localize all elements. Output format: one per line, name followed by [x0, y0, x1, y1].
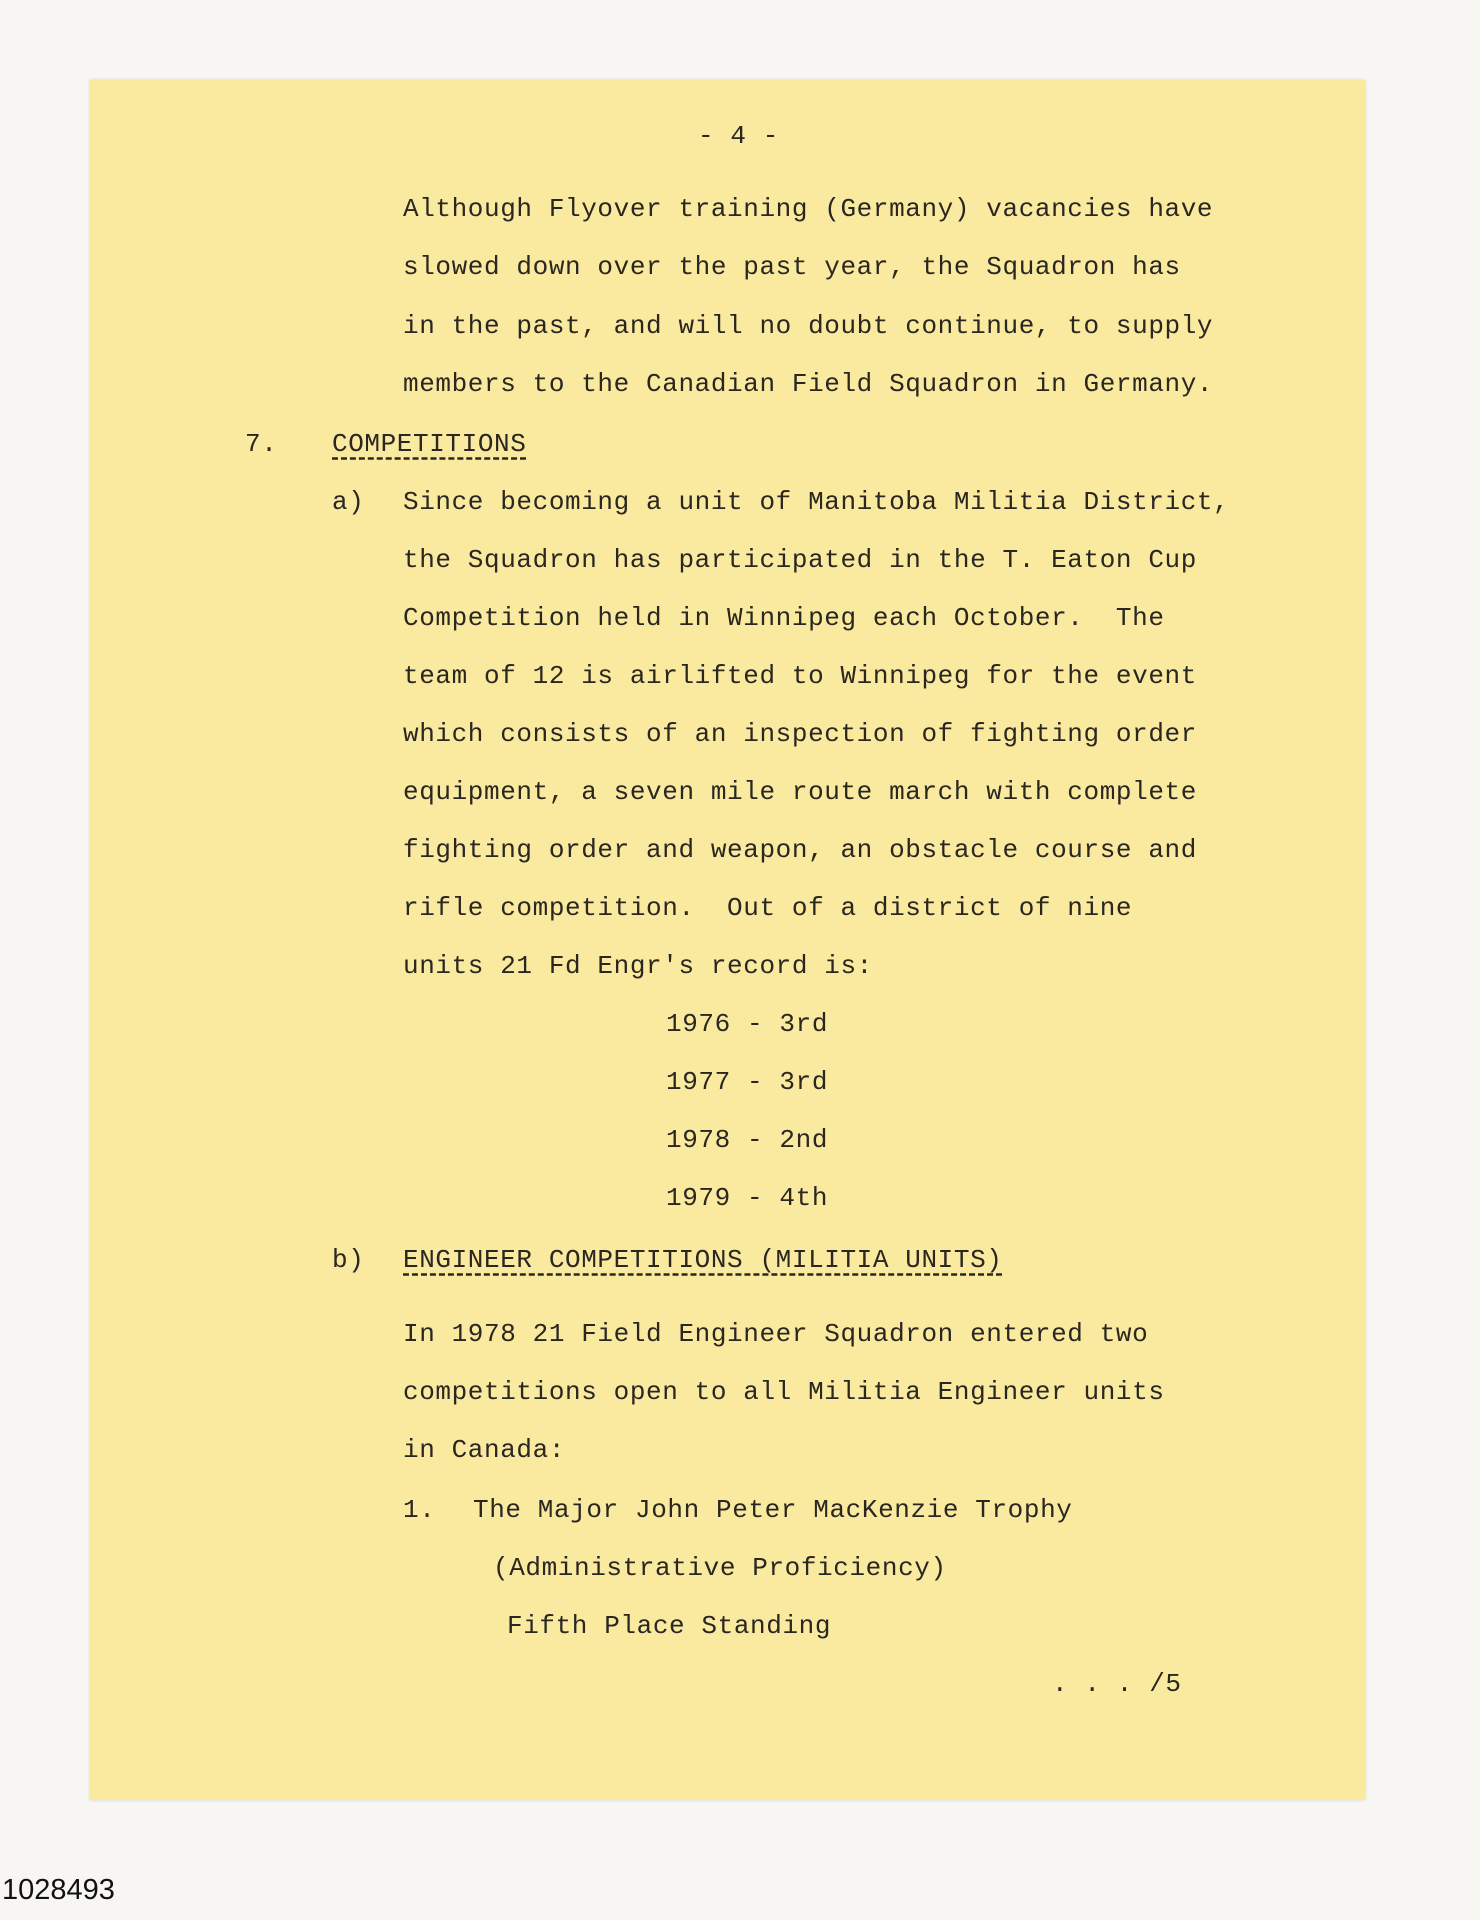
item-a-marker: a)	[332, 487, 365, 517]
page-number: - 4 -	[698, 121, 780, 151]
section-title: COMPETITIONS	[332, 429, 527, 459]
intro-line: Although Flyover training (Germany) vacancies have	[403, 194, 1214, 224]
item-b-line: competitions open to all Militia Engineer units	[403, 1377, 1165, 1407]
intro-line: members to the Canadian Field Squadron in Germany.	[403, 369, 1214, 399]
item-b-marker: b)	[332, 1245, 365, 1275]
item-b-line: in Canada:	[403, 1435, 566, 1465]
item-a-line: Competition held in Winnipeg each October. The	[403, 603, 1165, 633]
entry-category: (Administrative Proficiency)	[493, 1553, 947, 1583]
item-a-line: fighting order and weapon, an obstacle course and	[403, 835, 1197, 865]
item-a-line: the Squadron has participated in the T. Eaton Cup	[403, 545, 1197, 575]
record-line: 1978 - 2nd	[666, 1125, 829, 1155]
entry-number: 1.	[403, 1495, 436, 1525]
item-a-line: units 21 Fd Engr's record is:	[403, 951, 873, 981]
record-line: 1977 - 3rd	[666, 1067, 829, 1097]
record-line: 1979 - 4th	[666, 1183, 829, 1213]
document-id: 1028493	[2, 1874, 115, 1906]
intro-line: in the past, and will no doubt continue, to supply	[403, 311, 1214, 341]
intro-line: slowed down over the past year, the Squadron has	[403, 252, 1181, 282]
entry-result: Fifth Place Standing	[507, 1611, 832, 1641]
item-b-line: In 1978 21 Field Engineer Squadron entered two	[403, 1319, 1149, 1349]
item-a-line: Since becoming a unit of Manitoba Militia District,	[403, 487, 1230, 517]
record-line: 1976 - 3rd	[666, 1009, 829, 1039]
entry-name: The Major John Peter MacKenzie Trophy	[473, 1495, 1073, 1525]
item-a-line: equipment, a seven mile route march with complete	[403, 777, 1197, 807]
continued-marker: . . . /5	[1052, 1669, 1182, 1699]
item-a-line: which consists of an inspection of fighting order	[403, 719, 1197, 749]
item-a-line: rifle competition. Out of a district of nine	[403, 893, 1133, 923]
item-a-line: team of 12 is airlifted to Winnipeg for the event	[403, 661, 1197, 691]
item-b-title: ENGINEER COMPETITIONS (MILITIA UNITS)	[403, 1245, 1003, 1275]
section-number: 7.	[245, 429, 278, 459]
